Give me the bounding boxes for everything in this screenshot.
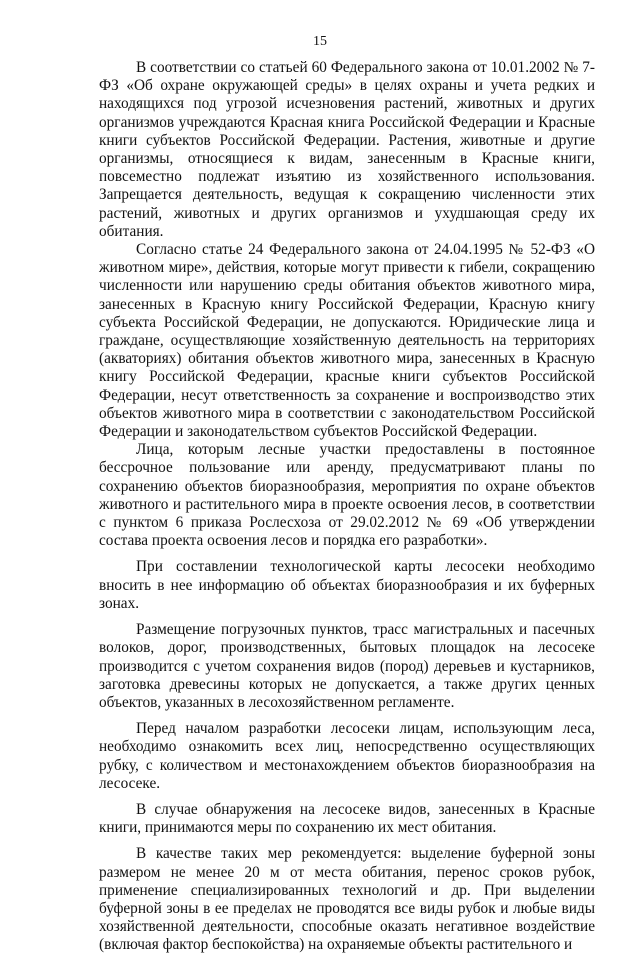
paragraph-red-book-species: В случае обнаружения на лесосеке видов, занесенных в Красные книги, принимаются меры по сохранению их мест обитания. (99, 800, 595, 837)
paragraph-article-60: В соответствии со статьей 60 Федерального закона от 10.01.2002 № 7-ФЗ «Об охране окружающей среды» в целях охраны и учета редких и находящихся под угрозой исчезновения растений, животных и других организмов учреждаются Красная книга Российской Федерации и Красные книги субъектов Российской Федерации. Растения, животные и другие организмы, относящиеся к видам, занесенным в Красные книги, повсеместно подлежат изъятию из хозяйственного использования. Запрещается деятельность, ведущая к сокращению численности этих растений, животных и других организмов и ухудшающая среду их обитания. (99, 59, 595, 240)
paragraph-article-24: Согласно статье 24 Федерального закона от 24.04.1995 № 52-ФЗ «О животном мире», действия, которые могут привести к гибели, сокращению численности или нарушению среды обитания объектов животного мира, занесенных в Красную книгу Российской Федерации, Красную книгу субъекта Российской Федерации, не допускаются. Юридические лица и граждане, осуществляющие хозяйственную деятельность на территориях (акваториях) обитания объектов животного мира, занесенных в Красную книгу Российской Федерации, красные книги субъектов Российской Федерации, несут ответственность за сохранение и воспроизводство этих объектов животного мира в соответствии с законодательством Российской Федерации и законодательством субъектов Российской Федерации. (99, 241, 595, 441)
page-number: 15 (313, 34, 327, 49)
paragraph-forest-users: Лица, которым лесные участки предоставлены в постоянное бессрочное пользование или аренду, предусматривают планы по сохранению объектов биоразнообразия, мероприятия по охране объектов животного и растительного мира в проекте освоения лесов, в соответствии с пунктом 6 приказа Рослесхоза от 29.02.2012 № 69 «Об утверждении состава проекта освоения лесов и порядка его разработки». (99, 441, 595, 550)
paragraph-site-placement: Размещение погрузочных пунктов, трасс магистральных и пасечных волоков, дорог, производственных, бытовых площадок на лесосеке производится с учетом сохранения видов (пород) деревьев и кустарников, заготовка древесины которых не допускается, а также других ценных объектов, указанных в лесохозяйственном регламенте. (99, 621, 595, 711)
paragraph-buffer-zone: В качестве таких мер рекомендуется: выделение буферной зоны размером не менее 20 м от места обитания, перенос сроков рубок, применение специализированных технологий и др. При выделении буферной зоны в ее пределах не проводятся все виды рубок и любые виды хозяйственной деятельности, способные оказать негативное воздействие (включая фактор беспокойства) на охраняемые объекты растительного и (99, 845, 595, 954)
paragraph-technological-map: При составлении технологической карты лесосеки необходимо вносить в нее информацию об объектах биоразнообразия и их буферных зонах. (99, 558, 595, 612)
paragraph-briefing: Перед началом разработки лесосеки лицам, использующим леса, необходимо ознакомить всех лиц, непосредственно осуществляющих рубку, с количеством и местонахождением объектов биоразнообразия на лесосеке. (99, 720, 595, 792)
document-body (99, 59, 595, 955)
